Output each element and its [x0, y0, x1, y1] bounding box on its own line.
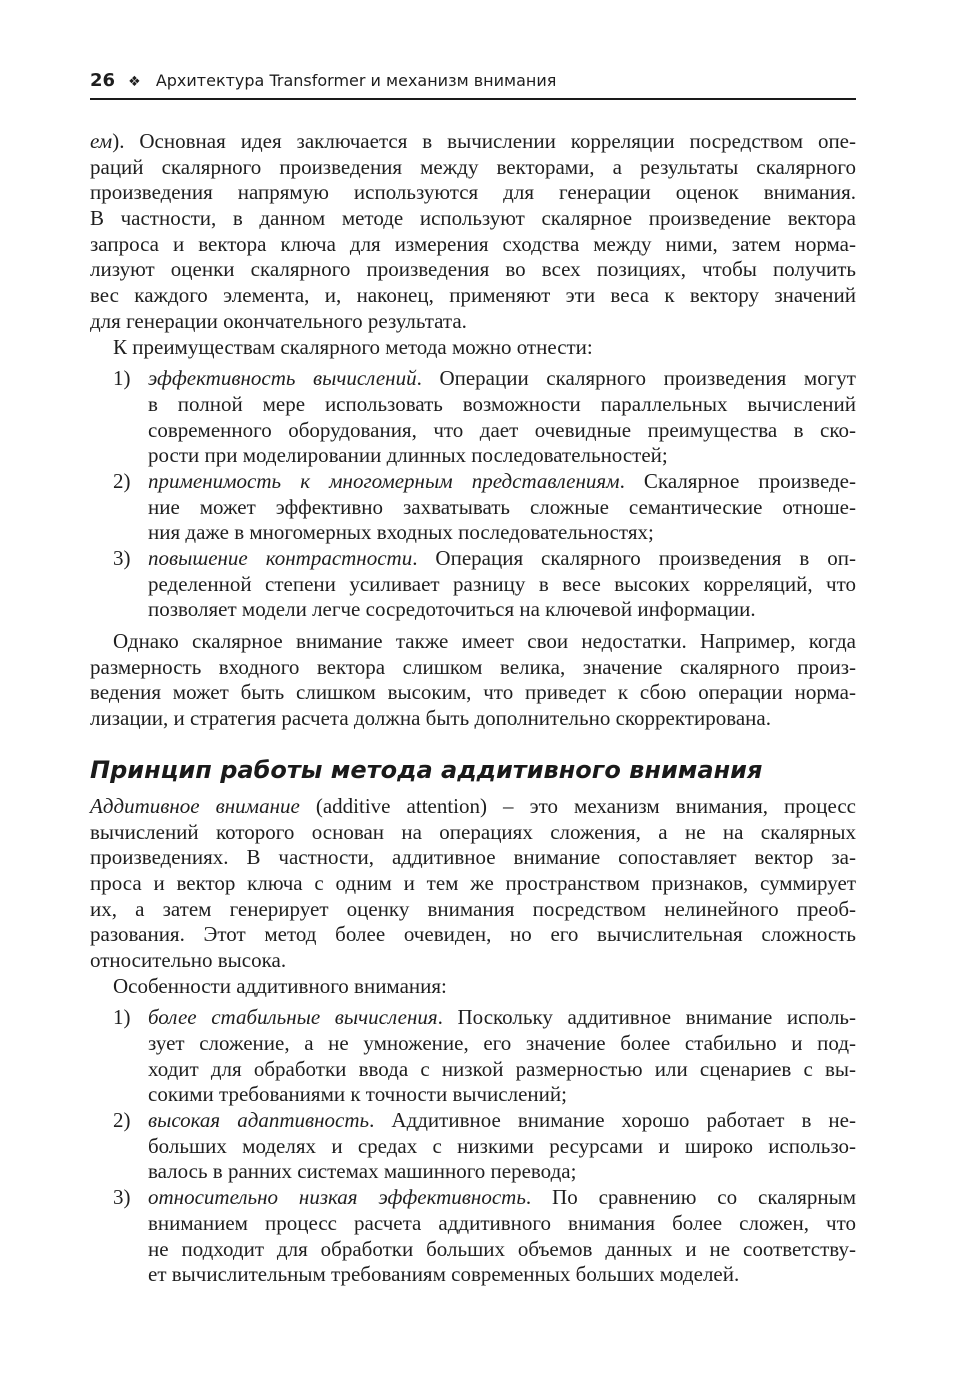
list-number: 1) — [113, 366, 131, 391]
text-line — [148, 1185, 856, 1211]
text-line — [148, 469, 856, 495]
text-line: зует сложение, а не умножение, его значение более стабильно и под- — [148, 1031, 856, 1055]
text-line: К преимуществам скалярного метода можно отнести: — [113, 334, 593, 359]
text-line: вычислений которого основан на операциях сложения, а не на скалярных — [90, 819, 856, 844]
list-item — [90, 366, 856, 469]
text-segment: ). Основная идея заключается в вычислении корреляции посредством опе- — [112, 129, 856, 153]
emphasis-term: относительно низкая эффективность — [148, 1185, 526, 1210]
emphasis-term: более стабильные вычисления — [148, 1005, 438, 1030]
text-line — [90, 129, 856, 155]
text-line: произведениях. В частности, аддитивное внимание сопоставляет вектор за- — [90, 845, 856, 870]
ornament-icon: ❖ — [128, 74, 141, 90]
emphasis-term: Аддитивное внимание — [90, 793, 300, 818]
text-line — [148, 1005, 856, 1031]
emphasis-term: повышение контрастности — [148, 546, 413, 570]
text-line: не подходит для обработки больших объемов данных и не соответству- — [148, 1236, 856, 1261]
text-line: современного оборудования, что дает очевидные преимущества в ско- — [148, 417, 856, 442]
list-number: 2) — [113, 1108, 131, 1133]
text-line: разования. Этот метод более очевиден, но его вычислительная сложность — [90, 922, 856, 947]
list-item — [90, 1108, 856, 1185]
text-line: ние может эффективно захватывать сложные семантические отноше- — [148, 494, 856, 519]
text-line: ределенной степени усиливает разницу в весе высоких корреляций, что — [148, 571, 856, 596]
text-segment: . По сравнению со скалярным — [525, 1185, 856, 1210]
paragraph — [90, 629, 856, 732]
list-item — [90, 469, 856, 546]
text-segment: . Скалярное произведе- — [619, 468, 856, 493]
list-number: 2) — [113, 468, 131, 493]
text-line: лизуют оценки скалярного произведения во всех позициях, чтобы получить — [90, 257, 856, 282]
list-item — [90, 546, 856, 623]
text-line — [148, 1108, 856, 1134]
text-segment: . Поскольку аддитивное внимание исполь- — [437, 1005, 856, 1030]
numbered-list — [90, 1005, 856, 1288]
text-line: Особенности аддитивного внимания: — [113, 973, 447, 998]
page-body — [90, 129, 856, 1294]
text-line: ет вычислительным требованиям современных больших моделей. — [148, 1262, 740, 1287]
text-line: произведения напрямую используются для генерации оценок внимания. — [90, 180, 856, 205]
text-line: вниманием процесс расчета аддитивного внимания более сложен, что — [148, 1210, 856, 1235]
running-header — [90, 70, 856, 100]
list-number: 3) — [113, 546, 131, 570]
section-heading: Принцип работы метода аддитивного внимания — [90, 755, 763, 784]
text-line — [148, 546, 856, 572]
text-line: относительно высока. — [90, 947, 287, 972]
text-line: ния даже в многомерных входных последовательностях; — [148, 520, 654, 545]
text-segment: . Операции скалярного произведения могут — [416, 366, 856, 391]
list-number: 1) — [113, 1005, 131, 1030]
text-line: больших моделях и средах с низкими ресурсами и широко использо- — [148, 1133, 856, 1158]
paragraph — [90, 794, 856, 974]
text-line: для генерации окончательного результата. — [90, 308, 467, 333]
text-line: размерность входного вектора слишком велика, значение скалярного произ- — [90, 654, 856, 679]
list-item — [90, 1005, 856, 1108]
text-line: вес каждого элемента, и, наконец, применяют эти веса к вектору значений — [90, 283, 856, 308]
text-segment: (additive attention) – это механизм внимания, процесс — [299, 793, 856, 818]
text-line — [90, 794, 856, 820]
text-segment: . Аддитивное внимание хорошо работает в не- — [369, 1108, 856, 1133]
text-line: лизации, и стратегия расчета должна быть дополнительно скорректирована. — [90, 706, 771, 731]
text-line: раций скалярного произведения между векторами, а результаты скалярного — [90, 154, 856, 179]
chapter-title: Архитектура Transformer и механизм внимания — [155, 71, 557, 90]
list-number: 3) — [113, 1185, 131, 1210]
paragraph — [90, 335, 856, 361]
text-line: ведения может быть слишком высоким, что приведет к сбою операции норма- — [90, 680, 856, 705]
text-line: Однако скалярное внимание также имеет свои недостатки. Например, когда — [113, 629, 856, 654]
text-line: сокими требованиями к точности вычислений; — [148, 1082, 567, 1107]
text-line: рости при моделировании длинных последовательностей; — [148, 443, 668, 468]
list-item — [90, 1185, 856, 1288]
page-number: 26 — [90, 70, 116, 91]
text-line: валось в ранних системах машинного перевода; — [148, 1159, 577, 1184]
text-line: ходит для обработки ввода с низкой размерностью или сценариев с вы- — [148, 1056, 856, 1081]
text-line: в полной мере использовать возможности параллельных вычислений — [148, 391, 856, 416]
paragraph — [90, 129, 856, 335]
numbered-list — [90, 366, 856, 623]
emphasis-term: высокая адаптивность — [148, 1108, 370, 1133]
text-line — [148, 366, 856, 392]
text-segment: . Операция скалярного произведения в оп- — [412, 546, 857, 570]
emphasis-term: ем — [90, 129, 113, 153]
text-line: запроса и вектора ключа для измерения сходства между ними, затем норма- — [90, 231, 856, 256]
emphasis-term: применимость к многомерным представлениям — [148, 468, 620, 493]
text-line: их, а затем генерирует оценку внимания посредством нелинейного преоб- — [90, 896, 856, 921]
emphasis-term: эффективность вычислений — [148, 366, 417, 391]
text-line: проса и вектор ключа с одним и тем же пространством признаков, суммирует — [90, 870, 856, 895]
text-line: В частности, в данном методе используют скалярное произведение вектора — [90, 206, 856, 231]
paragraph — [90, 974, 856, 1000]
text-line: позволяет модели легче сосредоточиться на ключевой информации. — [148, 597, 756, 622]
